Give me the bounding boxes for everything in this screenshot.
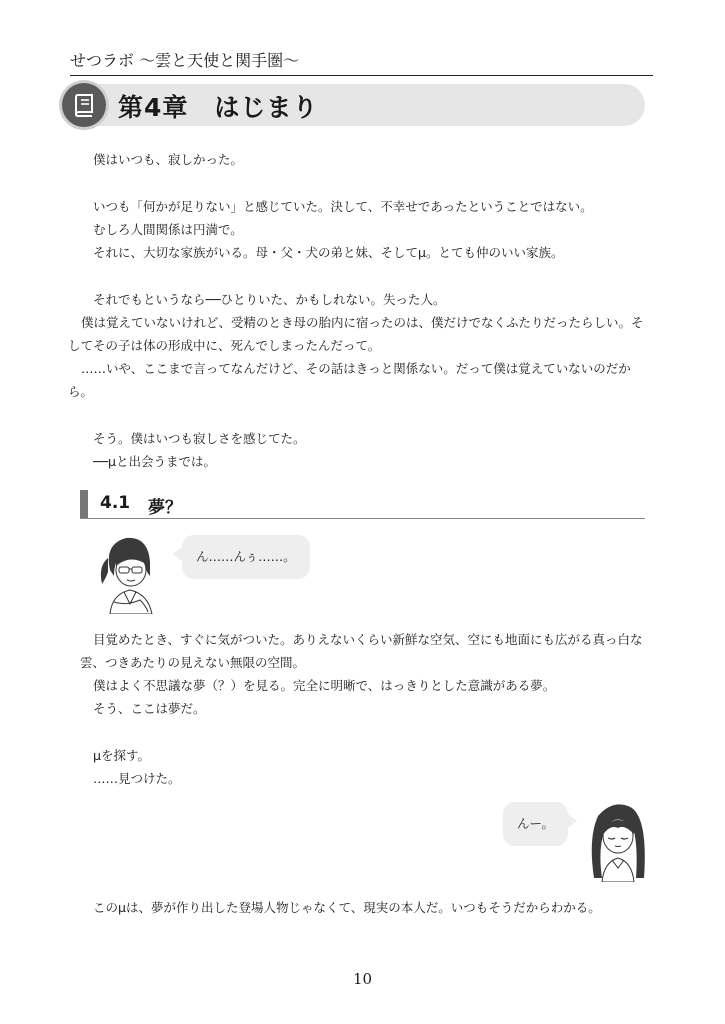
paragraph: むしろ人間関係は円満で。 [93,222,243,237]
section-title: 夢？ [148,498,182,518]
paragraph: 僕はいつも、寂しかった。 [93,152,244,167]
section-heading [80,490,645,519]
paragraph: いつも「何かが足りない」と感じていた。決して、不幸せであったということではない。 [93,199,593,214]
book-icon [62,83,106,127]
section-marker [80,490,88,518]
paragraph: 僕はよく不思議な夢（？）を見る。完全に明晰で、はっきりとした意識がある夢。 [93,678,556,693]
chapter-title: 第4章 はじまり [118,93,319,122]
paragraph: ……いや、ここまで言ってなんだけど、その話はきっと関係ない。だって僕は覚えていないのだから。 [68,361,631,399]
paragraph: ──μと出会うまでは。 [93,454,217,469]
long-hair-girl-avatar [584,798,652,882]
paragraph: それに、大切な家族がいる。母・父・犬の弟と妹、そしてμ。とても仲のいい家族。 [93,245,564,260]
section-text [80,628,650,790]
intro-text [68,148,650,473]
closing-text [80,896,650,919]
paragraph: ……見つけた。 [93,771,181,786]
paragraph: 僕は覚えていないけれど、受精のとき母の胎内に宿ったのは、僕だけでなくふたりだったらしい。そしてその子は体の形成中に、死んでしまったんだって。 [68,315,644,353]
page-number: 10 [352,970,373,988]
running-header: せつラボ 〜雲と天使と関手圏〜 [70,48,653,76]
paragraph: このμは、夢が作り出した登場人物じゃなくて、現実の本人だ。いつもそうだからわかる。 [93,900,601,915]
speech-bubble-glasses-girl: ん……んぅ……。 [182,535,310,579]
paragraph: そう、ここは夢だ。 [93,701,206,716]
speech-bubble-long-hair-girl: んー。 [503,802,568,846]
glasses-girl-avatar [96,532,162,614]
paragraph: 目覚めたとき、すぐに気がついた。ありえないくらい新鮮な空気、空にも地面にも広がる真っ白な雲、つきあたりの見えない無限の空間。 [80,632,643,670]
chapter-heading [62,84,645,126]
paragraph: そう。僕はいつも寂しさを感じてた。 [93,431,306,446]
paragraph: μを探す。 [93,748,150,763]
section-number: 4.1 [100,493,131,513]
paragraph: それでもというなら──ひとりいた、かもしれない。失った人。 [93,292,446,307]
